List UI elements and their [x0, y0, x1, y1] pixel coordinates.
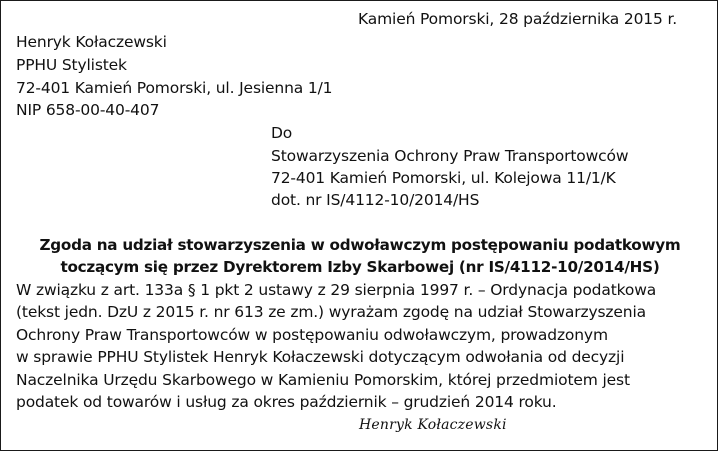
- recipient-reference: dot. nr IS/4112-10/2014/HS: [271, 191, 480, 209]
- recipient-address: 72-401 Kamień Pomorski, ul. Kolejowa 11/1/K: [271, 169, 616, 187]
- body-line-3: Ochrony Praw Transportowców w postępowaniu odwoławczym, prowadzonym: [16, 326, 608, 344]
- body-line-1: W związku z art. 133a § 1 pkt 2 ustawy z 29 sierpnia 1997 r. – Ordynacja podatkowa: [16, 281, 657, 299]
- sender-company: PPHU Stylistek: [16, 56, 127, 74]
- recipient-name: Stowarzyszenia Ochrony Praw Transportowców: [271, 147, 629, 165]
- body-line-2: (tekst jedn. DzU z 2015 r. nr 613 ze zm.) wyrażam zgodę na udział Stowarzyszenia: [16, 303, 646, 321]
- sender-nip: NIP 658-00-40-407: [16, 101, 160, 119]
- title-line-2: toczącym się przez Dyrektorem Izby Skarbowej (nr IS/4112-10/2014/HS): [60, 258, 660, 276]
- body-line-4: w sprawie PPHU Stylistek Henryk Kołaczewski dotyczącym odwołania od decyzji: [16, 348, 625, 366]
- recipient-to: Do: [271, 124, 293, 142]
- sender-name: Henryk Kołaczewski: [16, 33, 167, 51]
- signature: Henryk Kołaczewski: [359, 417, 507, 433]
- title-line-1: Zgoda na udział stowarzyszenia w odwoławczym postępowaniu podatkowym: [39, 236, 681, 254]
- body-line-6: podatek od towarów i usług za okres październik – grudzień 2014 roku.: [16, 393, 557, 411]
- place-date: Kamień Pomorski, 28 października 2015 r.: [358, 10, 678, 28]
- body-line-5: Naczelnika Urzędu Skarbowego w Kamieniu Pomorskim, której przedmiotem jest: [16, 371, 630, 389]
- sender-address: 72-401 Kamień Pomorski, ul. Jesienna 1/1: [16, 79, 333, 97]
